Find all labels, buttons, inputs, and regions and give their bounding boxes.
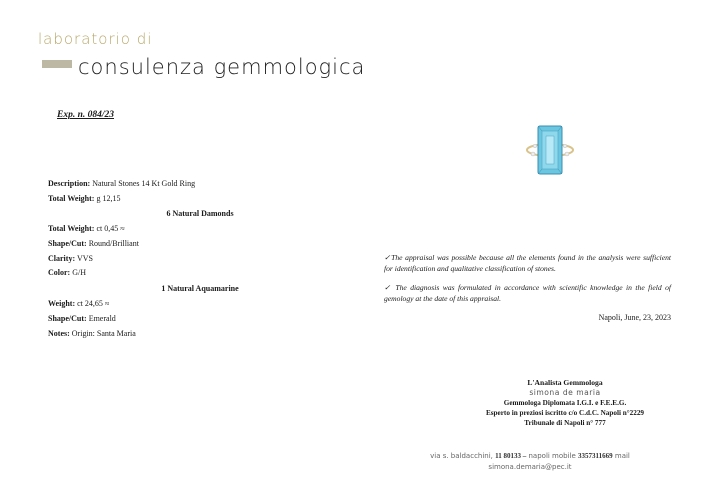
aquamarine-shape-value: Emerald [88, 314, 116, 323]
diamonds-clarity-row [48, 254, 93, 264]
date: Napoli, June, 23, 2023 [598, 313, 671, 322]
footer-city: napoli mobile [526, 452, 579, 460]
logo-bar [42, 60, 72, 68]
signature-line3: Tribunale di Napoli n° 777 [524, 419, 606, 427]
diamonds-clarity-value: VVS [76, 254, 93, 263]
signature-title: L'Analista Gemmologa [527, 378, 603, 387]
footer-address [360, 451, 700, 462]
aquamarine-weight-value: ct 24,65 ≈ [77, 299, 110, 308]
diamonds-shape-value: Round/Brilliant [88, 239, 139, 248]
diamonds-weight-value: ct 0,45 ≈ [96, 224, 125, 233]
footer-street: via s. baldacchini, [430, 452, 496, 460]
footer-phone: 3357311669 [578, 452, 613, 460]
description-row [48, 179, 195, 189]
diamonds-section-title: 6 Natural Damonds [166, 209, 234, 218]
signature-block [440, 378, 690, 428]
aquamarine-weight-row [48, 299, 109, 309]
aquamarine-weight-label: Weight: [48, 299, 76, 308]
aquamarine-section-title: 1 Natural Aquamarine [161, 284, 239, 293]
diamonds-clarity-label: Clarity: [48, 254, 76, 263]
diamonds-weight-label: Total Weight: [48, 224, 95, 233]
total-weight-label: Total Weight: [48, 194, 95, 203]
footer-postal: 11 80133 – [495, 452, 527, 460]
aquamarine-notes-row [48, 329, 136, 339]
logo-line-laboratorio: laboratorio di [38, 30, 153, 48]
footer-mail-label: mail [612, 452, 630, 460]
diamonds-shape-row [48, 239, 139, 249]
total-weight-value: g 12,15 [96, 194, 121, 203]
diamonds-color-row [48, 268, 86, 278]
diagnosis-note: ✓ The diagnosis was formulated in accordance with scientific knowledge in the field of gemology at the date of this appraisal. [384, 283, 671, 303]
description-label: Description: [48, 179, 91, 188]
aquamarine-shape-row [48, 314, 116, 324]
total-weight-row [48, 194, 120, 204]
diamonds-weight-row [48, 224, 125, 234]
aquamarine-notes-label: Notes: [48, 329, 70, 338]
ring-image [525, 124, 575, 176]
diamonds-shape-label: Shape/Cut: [48, 239, 87, 248]
aquamarine-notes-value: Origin: Santa Maria [71, 329, 136, 338]
exp-number: Exp. n. 084/23 [57, 110, 115, 120]
description-value: Natural Stones 14 Kt Gold Ring [92, 179, 196, 188]
signature-line1: Gemmologa Diplomata I.G.I. e F.E.E.G. [503, 399, 627, 407]
diamonds-color-label: Color: [48, 268, 71, 277]
diamonds-color-value: G/H [72, 268, 86, 277]
signature-name: simona de maria [529, 388, 601, 397]
footer-email: simona.demaria@pec.it [488, 463, 572, 471]
aquamarine-shape-label: Shape/Cut: [48, 314, 87, 323]
signature-line2: Esperto in preziosi iscritto c/o C.d.C. Napoli n°2229 [485, 409, 645, 417]
logo-line-consulenza: consulenza gemmologica [78, 55, 366, 79]
appraisal-note: ✓The appraisal was possible because all the elements found in the analysis were sufficient for identification and qualitative classification of stones. [384, 253, 671, 273]
